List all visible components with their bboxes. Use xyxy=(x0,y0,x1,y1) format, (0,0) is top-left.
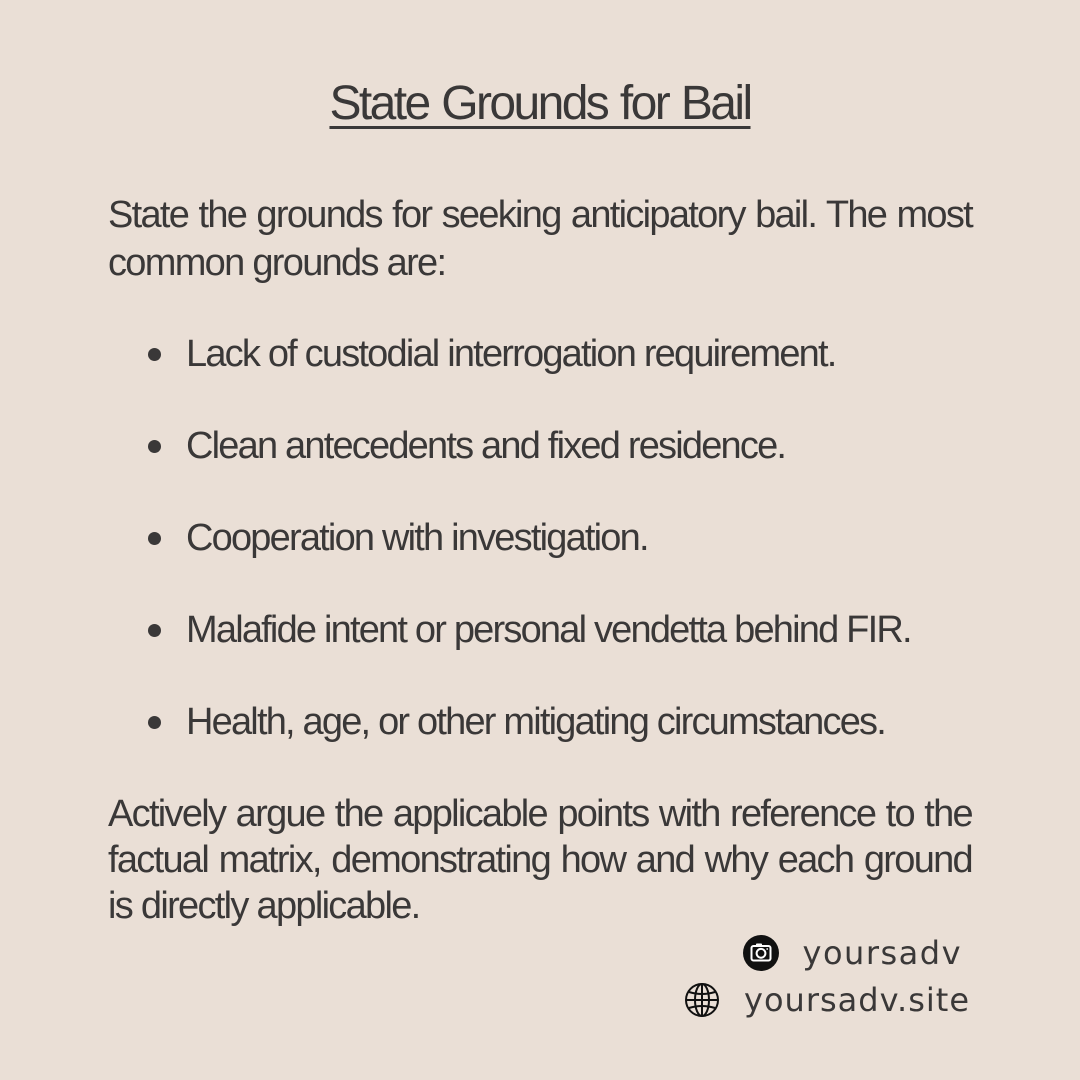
list-item-text: Malafide intent or personal vendetta behind FIR. xyxy=(186,608,911,651)
social-website[interactable] xyxy=(684,977,970,1023)
grounds-list xyxy=(148,330,978,790)
camera-icon xyxy=(743,935,779,971)
bullet-icon xyxy=(148,624,161,637)
list-item-text: Lack of custodial interrogation requirement. xyxy=(186,332,836,375)
list-item-text: Health, age, or other mitigating circumstances. xyxy=(186,700,885,743)
list-item xyxy=(148,422,978,470)
bullet-icon xyxy=(148,716,161,729)
bullet-icon xyxy=(148,440,161,453)
list-item-text: Cooperation with investigation. xyxy=(186,516,648,559)
social-handle[interactable] xyxy=(684,930,970,976)
social-links xyxy=(684,930,970,1023)
list-item xyxy=(148,514,978,562)
handle-text: yoursadv xyxy=(802,934,962,972)
bullet-icon xyxy=(148,348,161,361)
page-title: State Grounds for Bail xyxy=(329,77,751,130)
list-item xyxy=(148,330,978,378)
closing-paragraph: Actively argue the applicable points with reference to the factual matrix, demonstrating how and why each ground is directly applicable. xyxy=(108,793,972,927)
website-text: yoursadv.site xyxy=(744,981,970,1019)
globe-icon xyxy=(684,982,720,1018)
bullet-icon xyxy=(148,532,161,545)
intro-paragraph: State the grounds for seeking anticipatory bail. The most common grounds are: xyxy=(108,194,972,284)
list-item xyxy=(148,698,978,746)
list-item xyxy=(148,606,978,654)
list-item-text: Clean antecedents and fixed residence. xyxy=(186,424,786,467)
